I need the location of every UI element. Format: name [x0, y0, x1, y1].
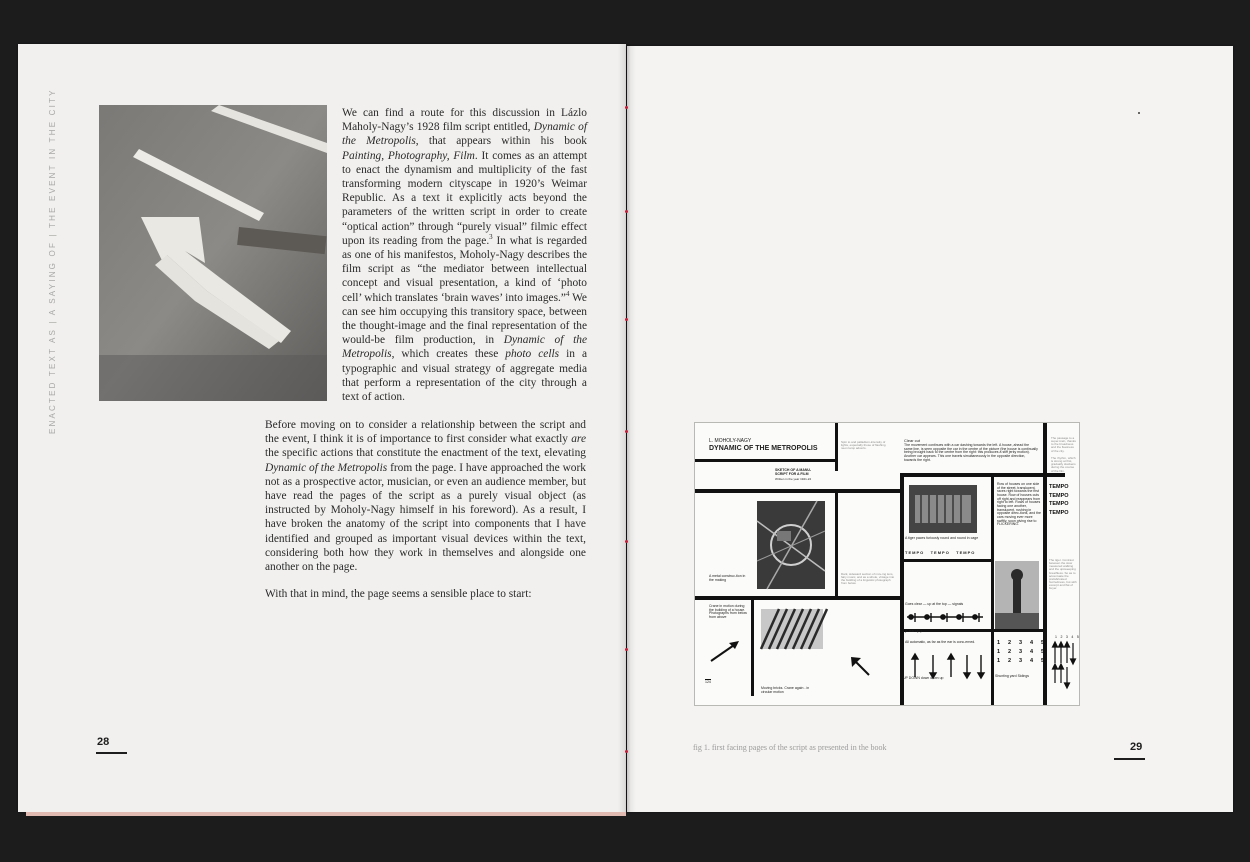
- figure-subtitle-note: Written in the year 1921-22: [775, 477, 812, 481]
- italic-text: Dynamic of the Metropolis: [342, 121, 587, 148]
- text-run: in a typographic and visual strategy of aggregate media that perform a representation of the city through a text of action.: [342, 348, 587, 404]
- figure-bar: [900, 473, 904, 705]
- figure-up-down-labels: [903, 676, 944, 680]
- figure-bar: [991, 473, 994, 705]
- figure-bar: [904, 559, 992, 562]
- figure-caption-gives: Goes clear — up at the top — signals: [905, 602, 964, 606]
- figure-bar: [835, 493, 838, 598]
- figure-metal-construction-photo: [757, 501, 825, 589]
- figure-author: L. MOHOLY-NAGY: [709, 438, 752, 444]
- number-cell: 4: [1030, 658, 1037, 664]
- figure-number-rows: [997, 639, 1047, 666]
- figure-bar: [695, 596, 904, 600]
- text-run: We can see him occupying this transitory space, between the thought-image and the final representation of the would-be film production, in: [342, 291, 587, 347]
- figure-tempo-row: [905, 550, 975, 555]
- figure-caption-shunting: Shunting yard Sidings: [995, 674, 1030, 678]
- arrow-grid-icon: [1051, 641, 1079, 691]
- figure-bricks-illustration: [761, 609, 823, 649]
- figure-caption-tiger: A tiger paces furiously round and round in cage: [905, 536, 979, 540]
- figure-tempo-stack: [1049, 483, 1069, 517]
- figure-caption-clear: (Clear up.): [905, 629, 922, 633]
- number-cell: 3: [1019, 658, 1026, 664]
- number-cell: 2: [1008, 640, 1015, 646]
- script-figure: [694, 422, 1083, 706]
- binding-stitch: [625, 540, 628, 543]
- figure-paragraph-top: The movement continues with a car dashing towards the left. A house, ahead the same line, is seen opposite the car in the centre of the picture (the house is continually being brought back to the centre from the right: this produces a stiff jerky motion). Another car appears. This one travels simultaneously in the opposite direction, towards the right.: [904, 443, 1038, 462]
- number-cell: 5: [1041, 658, 1048, 664]
- book-gutter: [618, 44, 636, 812]
- paragraph-intro: [342, 106, 587, 404]
- figure-bar: [695, 459, 835, 462]
- page-edge: [26, 812, 626, 816]
- tempo-label: TEMPO: [1049, 484, 1069, 490]
- number-cell: 3: [1019, 640, 1026, 646]
- binding-stitch: [625, 318, 628, 321]
- number-cell: 4: [1071, 635, 1077, 639]
- italic-text: Painting, Photography, Film: [342, 149, 475, 162]
- tempo-label: TEMPO: [930, 550, 950, 555]
- number-cell: 5: [1041, 649, 1048, 655]
- paragraph-with-that-in-mind: With that in mind, the page seems a sensible place to start:: [265, 588, 532, 600]
- figure-grey-note-e: The tiger. Contrast between the slow measured walking and the upsweeping breathless. So as to accentuate the prefabricated hurriedness, but with excerpt and flat of buyer.: [1049, 558, 1077, 591]
- figure-number-header: [1055, 635, 1082, 639]
- text-run: In what is regarded as one of his manifestos, Moholy-Nagy describes the film script as “the mediator between intellectual concept and visual presentation, a kind of ‘photo cell’ which translates ‘brain waves’ into images.”: [342, 234, 587, 304]
- number-cell: 4: [1030, 640, 1037, 646]
- figure-grey-note-c: The rhythm, which is strong at first, gradually slackens during the course of the film.: [1051, 456, 1076, 473]
- figure-grey-note-a: Spin to and palladium-intensity of lights, especially those of flashing neon lamp adverts.: [841, 440, 886, 451]
- figure-metal-construction-illustration: [757, 501, 825, 589]
- up-down-label: down: [920, 676, 930, 680]
- number-cell: 2: [1060, 635, 1066, 639]
- road-arrow-photo: [99, 105, 327, 401]
- italic-text: photo cells: [505, 348, 560, 361]
- text-run: , which creates these: [391, 348, 506, 361]
- tempo-label: TEMPO: [1049, 492, 1069, 499]
- number-cell: 2: [1008, 649, 1015, 655]
- figure-grey-note-b: The passage to a super-train, thanks to the broadness and the fleetness of the city.: [1051, 436, 1076, 453]
- italic-text: Dynamic of the Metropolis: [265, 461, 388, 474]
- figure-cage-photo: [909, 485, 977, 533]
- tempo-label: TEMPO: [956, 550, 976, 555]
- figure-subtitle: SKETCH OF A MANU-SCRIPT FOR A FILM: [775, 468, 812, 476]
- tempo-label: TEMPO: [1049, 509, 1069, 516]
- road-arrow-illustration: [99, 105, 327, 401]
- folio-rule-right: [1114, 758, 1145, 760]
- figure-bar: [695, 489, 900, 493]
- binding-stitch: [625, 430, 628, 433]
- up-down-label: DOWN: [908, 676, 920, 680]
- figure-cage-illustration: [909, 485, 977, 533]
- number-cell: 3: [1065, 635, 1072, 639]
- paragraph-before-moving-on: [265, 418, 586, 574]
- tempo-label: TEMPO: [1049, 501, 1069, 507]
- number-row: [997, 657, 1047, 666]
- figure-clear-cut: Clear cut: [904, 438, 921, 443]
- up-left-arrow-icon: [849, 655, 871, 677]
- number-row: [997, 639, 1047, 648]
- figure-grey-note-d: Dark, sideward section of mov-ing lens, fairy music, and as a whole, vintage into the building of a linguistic photograph from below.: [841, 572, 895, 586]
- folio-rule-left: [96, 752, 127, 754]
- figure-bricks-photo: [761, 609, 823, 649]
- text-run: We can find a route for this discussion in Lázlo Maholy-Nagy’s 1928 film script entitled,: [342, 107, 587, 134]
- page-number-right: 29: [1130, 741, 1143, 753]
- binding-stitch: [625, 106, 628, 109]
- number-cell: 4: [1030, 649, 1037, 655]
- binding-stitch: [625, 750, 628, 753]
- text-run: the specific actions that constitute the enactment of the text, elevating: [265, 447, 586, 460]
- figure-caption-metal: A metal construc-tion in the making: [709, 574, 746, 582]
- binding-stitch: [625, 210, 628, 213]
- figure-tower-illustration: [995, 561, 1039, 629]
- number-cell: 1: [997, 640, 1004, 646]
- page-number-left: 28: [97, 736, 110, 748]
- footnote-marker: 4: [565, 289, 570, 298]
- up-down-label: down: [930, 676, 939, 680]
- figure-bar: [900, 473, 1065, 477]
- text-run: Before moving on to consider a relationship between the script and the event, I think it is of importance to first consider what exactly: [265, 419, 586, 446]
- number-row: [997, 648, 1047, 657]
- number-cell: 1: [997, 658, 1004, 664]
- figure-caption-bricks: Moving bricks. Crane again - in circular motion: [761, 686, 810, 694]
- text-run: , that appears within his book: [415, 135, 587, 148]
- number-cell: 5: [1076, 635, 1083, 639]
- figure-title: DYNAMIC OF THE METROPOLIS: [709, 445, 818, 452]
- running-head: ENACTED TEXT AS | A SAYING OF | THE EVENT IN THE CITY: [48, 88, 57, 434]
- number-cell: 5: [1041, 640, 1048, 646]
- number-cell: 1: [997, 649, 1004, 655]
- number-cell: 3: [1019, 649, 1026, 655]
- figure-bar: [751, 596, 754, 696]
- diagonal-arrow-icon: [709, 639, 741, 663]
- figure-bar: [835, 423, 838, 471]
- footnote-marker: 3: [489, 233, 493, 242]
- figure-bar: [994, 629, 1043, 632]
- number-cell: 2: [1008, 658, 1015, 664]
- up-down-label: UP: [903, 676, 908, 680]
- figure-caption: fig 1. first facing pages of the script as presented in the book: [693, 743, 887, 752]
- italic-text: Dynamic of the Metropolis: [342, 334, 588, 361]
- signal-row-icon: [905, 611, 985, 623]
- italic-text: are: [571, 433, 586, 446]
- paper-fleck: [1138, 112, 1140, 114]
- figure-caption-all-auto: All automatic, as far as the ear is conc-erned.: [905, 640, 976, 644]
- text-run: from the page. I have approached the work not as a prospective actor, musician, or even an audience member, but have read the pages of the script as a purely visual object (as instructed by Moholy-Nagy himself in his foreword). As a result, I have broken the anatomy of the script into components that I have identified and grouped as important visual devices within the text, considering both how they work in themselves and alongside one another on the page.: [265, 461, 586, 574]
- text-run: . It comes as an attempt to enact the dynamism and multiplicity of the fast transforming modern cityscape in 1920’s Weimar Republic. As a text it explicitly acts beyond the parameters of the written script in order to create “optical action” through “purely visual” filmic effect upon its reading from the page.: [342, 149, 587, 247]
- figure-paragraph-rows: Row of houses on one side of the street, translucent, races right towards the first house. Row of houses cuts off right and reappears from right to left. Rows of houses facing one another, translucent, rushing in opposite direc-tions, and the cars moving ever more swiftly, soon giving rise to FLICKERING.: [997, 482, 1041, 527]
- tempo-label: TEMPO: [905, 550, 925, 555]
- figure-tower-photo: [995, 561, 1039, 629]
- figure-folio: 124: [705, 680, 711, 684]
- binding-stitch: [625, 648, 628, 651]
- number-cell: 1: [1055, 635, 1061, 639]
- up-down-label: up: [939, 676, 944, 680]
- figure-caption-crane: Crane in motion during the building of a house. Photographs from below from above: [709, 604, 747, 620]
